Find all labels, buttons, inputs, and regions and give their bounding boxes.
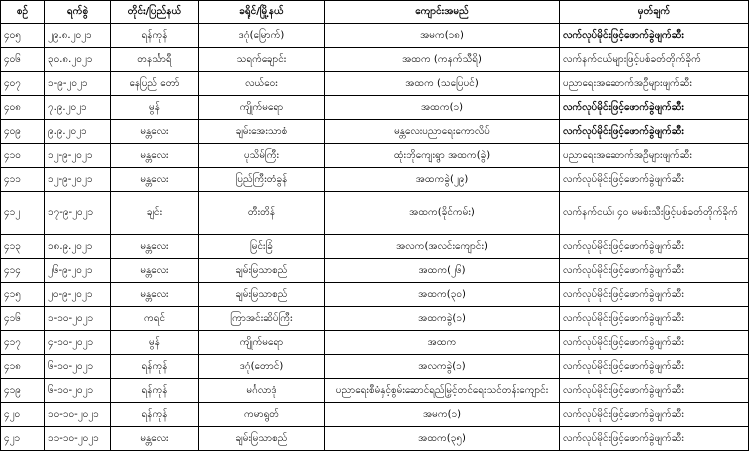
row-number: ၄၁၆ <box>1 307 45 331</box>
table-row <box>1 48 749 72</box>
header-remark: မှတ်ချက် <box>560 1 749 24</box>
row-region: မန္တလေး <box>111 168 199 192</box>
row-number: ၄၀၆ <box>1 48 45 72</box>
row-township: ချမ်းမြသာစည် <box>199 283 325 307</box>
row-remark: လက်လုပ်မိုင်းဖြင့်ဖောက်ခွဲဖျက်ဆီး <box>560 259 749 283</box>
row-region: မွန် <box>111 331 199 355</box>
header-school-name: ကျောင်းအမည် <box>325 1 560 24</box>
row-school-name: မန္တလေးပညာရေးကောလိပ် <box>325 120 560 144</box>
table-row <box>1 259 749 283</box>
row-region: မန္တလေး <box>111 283 199 307</box>
row-date: ၄-၁၀-၂၀၂၁ <box>45 331 111 355</box>
row-number: ၄၁၇ <box>1 331 45 355</box>
row-school-name: ထုံးဘိုကျေးရွာ အထက(ခွဲ) <box>325 144 560 168</box>
row-township: ကျိုက်မရော <box>199 96 325 120</box>
row-date: ၂၉.၈.၂၀၂၁ <box>45 24 111 48</box>
row-remark: လက်လုပ်မိုင်းဖြင့်ဖောက်ခွဲဖျက်ဆီး <box>560 120 749 144</box>
table-row <box>1 120 749 144</box>
table-row <box>1 283 749 307</box>
row-date: ၁-၉-၂၀၂၁ <box>45 72 111 96</box>
row-region: ရန်ကုန် <box>111 379 199 403</box>
row-remark: လက်လုပ်မိုင်းဖြင့်ဖောက်ခွဲဖျက်ဆီး <box>560 403 749 427</box>
table-row <box>1 427 749 451</box>
row-school-name: အမက(၁) <box>325 403 560 427</box>
table-row <box>1 379 749 403</box>
row-number: ၄၀၈ <box>1 96 45 120</box>
row-township: သရက်ချောင်း <box>199 48 325 72</box>
row-region: တနင်္သာရီ <box>111 48 199 72</box>
row-number: ၄၀၇ <box>1 72 45 96</box>
row-school-name: အထက(၂၆) <box>325 259 560 283</box>
row-number: ၄၂၀ <box>1 403 45 427</box>
row-school-name: အထက <box>325 331 560 355</box>
header-number: စဉ် <box>1 1 45 24</box>
row-date: ၃၀.၈.၂၀၂၁ <box>45 48 111 72</box>
row-school-name: အထက(၃၀) <box>325 283 560 307</box>
table-row <box>1 355 749 379</box>
row-township: ချမ်းမြသာစည် <box>199 427 325 451</box>
row-number: ၄၁၃ <box>1 235 45 259</box>
row-school-name: အထက(၃၅) <box>325 427 560 451</box>
row-region: မွန် <box>111 96 199 120</box>
row-school-name: အထက(ခိုင်ကမ်း) <box>325 192 560 235</box>
row-date: ၁-၁၀-၂၀၂၁ <box>45 307 111 331</box>
table-row <box>1 24 749 48</box>
table-row <box>1 96 749 120</box>
row-remark: လက်နက်ငယ်၊ ၄၀ မမစ်းသီးဖြင့်ပစ်ခတ်တိုက်ခိုက် <box>560 192 749 235</box>
table-row <box>1 307 749 331</box>
header-region: တိုင်း/ပြည်နယ် <box>111 1 199 24</box>
row-township: တီးတိန် <box>199 192 325 235</box>
row-region: ရန်ကုန် <box>111 403 199 427</box>
row-township: ချမ်းအေးသာစံ <box>199 120 325 144</box>
row-remark: ပညာရေးအဆောက်အဦများဖျက်ဆီး <box>560 144 749 168</box>
row-school-name: အထက (သပြေပင်) <box>325 72 560 96</box>
row-date: ၁၀-၁၀-၂၀၂၁ <box>45 403 111 427</box>
row-remark: လက်နက်ငယ်များဖြင့်ပစ်ခတ်တိုက်ခိုက် <box>560 48 749 72</box>
table-header-row <box>1 1 749 24</box>
row-number: ၄၁၈ <box>1 355 45 379</box>
row-number: ၄၁၁ <box>1 168 45 192</box>
table-row <box>1 144 749 168</box>
table-row <box>1 168 749 192</box>
row-township: မြင်းခြံ <box>199 235 325 259</box>
row-region: ကရင် <box>111 307 199 331</box>
row-remark: လက်လုပ်မိုင်းဖြင့်ဖောက်ခွဲဖျက်ဆီး <box>560 307 749 331</box>
row-township: ကြာအင်းဆိပ်ကြီး <box>199 307 325 331</box>
row-date: ၂၆-၉-၂၀၂၁ <box>45 259 111 283</box>
row-number: ၄၁၅ <box>1 283 45 307</box>
row-number: ၄၁၉ <box>1 379 45 403</box>
row-remark: လက်လုပ်မိုင်းဖြင့်ဖောက်ခွဲဖျက်ဆီး <box>560 24 749 48</box>
header-township: ခရိုင်/မြို့နယ် <box>199 1 325 24</box>
row-region: မန္တလေး <box>111 235 199 259</box>
row-township: ပုသိမ်ကြီး <box>199 144 325 168</box>
row-number: ၄၀၅ <box>1 24 45 48</box>
table-row <box>1 72 749 96</box>
row-school-name: အထကခွဲ(၁) <box>325 307 560 331</box>
row-remark: လက်လုပ်မိုင်းဖြင့်ဖောက်ခွဲဖျက်ဆီး <box>560 283 749 307</box>
header-date: ရက်စွဲ <box>45 1 111 24</box>
row-school-name: အထက(၁) <box>325 96 560 120</box>
row-township: လယ်ဝေး <box>199 72 325 96</box>
table-row <box>1 403 749 427</box>
row-school-name: အထက (ကနက်သီရိ) <box>325 48 560 72</box>
row-number: ၄၀၉ <box>1 120 45 144</box>
row-remark: လက်လုပ်မိုင်းဖြင့်ဖောက်ခွဲဖျက်ဆီး <box>560 379 749 403</box>
row-region: ရန်ကုန် <box>111 24 199 48</box>
row-date: ၁၁-၁၀-၂၀၂၁ <box>45 427 111 451</box>
table-body <box>1 24 749 451</box>
row-remark: လက်လုပ်မိုင်းဖြင့်ဖောက်ခွဲဖျက်ဆီး <box>560 331 749 355</box>
row-remark: လက်လုပ်မိုင်းဖြင့်ဖောက်ခွဲဖျက်ဆီး <box>560 427 749 451</box>
table-row <box>1 192 749 235</box>
row-number: ၄၂၁ <box>1 427 45 451</box>
row-date: ၇.၉.၂၀၂၁ <box>45 96 111 120</box>
row-school-name: အထကခွဲ(၂၉) <box>325 168 560 192</box>
row-remark: လက်လုပ်မိုင်းဖြင့်ဖောက်ခွဲဖျက်ဆီး <box>560 355 749 379</box>
table-row <box>1 331 749 355</box>
row-school-name: အလက(အလင်းကျောင်း) <box>325 235 560 259</box>
row-date: ၉.၉.၂၀၂၁ <box>45 120 111 144</box>
row-region: မန္တလေး <box>111 259 199 283</box>
row-date: ၆-၁၀-၂၀၂၁ <box>45 355 111 379</box>
row-township: ဒဂုံ(မြောက်) <box>199 24 325 48</box>
row-date: ၁၈.၉.၂၀၂၁ <box>45 235 111 259</box>
row-date: ၂၀-၉-၂၀၂၁ <box>45 283 111 307</box>
row-region: မန္တလေး <box>111 120 199 144</box>
row-region: မန္တလေး <box>111 144 199 168</box>
row-region: မန္တလေး <box>111 427 199 451</box>
row-region: နေပြည် တော် <box>111 72 199 96</box>
row-school-name: အလကခွဲ(၁) <box>325 355 560 379</box>
table-row <box>1 235 749 259</box>
row-remark: လက်လုပ်မိုင်းဖြင့်ဖောက်ခွဲဖျက်ဆီး <box>560 235 749 259</box>
row-remark: ပညာရေးအဆောက်အဦများဖျက်ဆီး <box>560 72 749 96</box>
row-school-name: အမက(၁၈) <box>325 24 560 48</box>
row-township: ကမာရွတ် <box>199 403 325 427</box>
row-township: ချမ်းမြသာစည် <box>199 259 325 283</box>
row-region: ချင်း <box>111 192 199 235</box>
row-region: ရန်ကုန် <box>111 355 199 379</box>
row-township: မင်္ဂလာဒုံ <box>199 379 325 403</box>
row-township: ကျိုက်မရော <box>199 331 325 355</box>
row-remark: လက်လုပ်မိုင်းဖြင့်ဖောက်ခွဲဖျက်ဆီး <box>560 168 749 192</box>
row-date: ၁၇-၉-၂၀၂၁ <box>45 192 111 235</box>
row-school-name: ပညာရေးစီမံနှင့်စွမ်းဆောင်ရည်မြှင့်တင်ရေးသင်တန်းကျောင်း <box>325 379 560 403</box>
row-date: ၁၂-၉-၂၀၂၁ <box>45 144 111 168</box>
row-date: ၁၂-၉-၂၀၂၁ <box>45 168 111 192</box>
row-date: ၆-၁၀-၂၀၂၁ <box>45 379 111 403</box>
row-number: ၄၁၂ <box>1 192 45 235</box>
row-township: ပြည်ကြီးတံခွန် <box>199 168 325 192</box>
row-number: ၄၁၀ <box>1 144 45 168</box>
row-remark: လက်လုပ်မိုင်းဖြင့်ဖောက်ခွဲဖျက်ဆီး <box>560 96 749 120</box>
row-number: ၄၁၄ <box>1 259 45 283</box>
row-township: ဒဂုံ(တောင်) <box>199 355 325 379</box>
